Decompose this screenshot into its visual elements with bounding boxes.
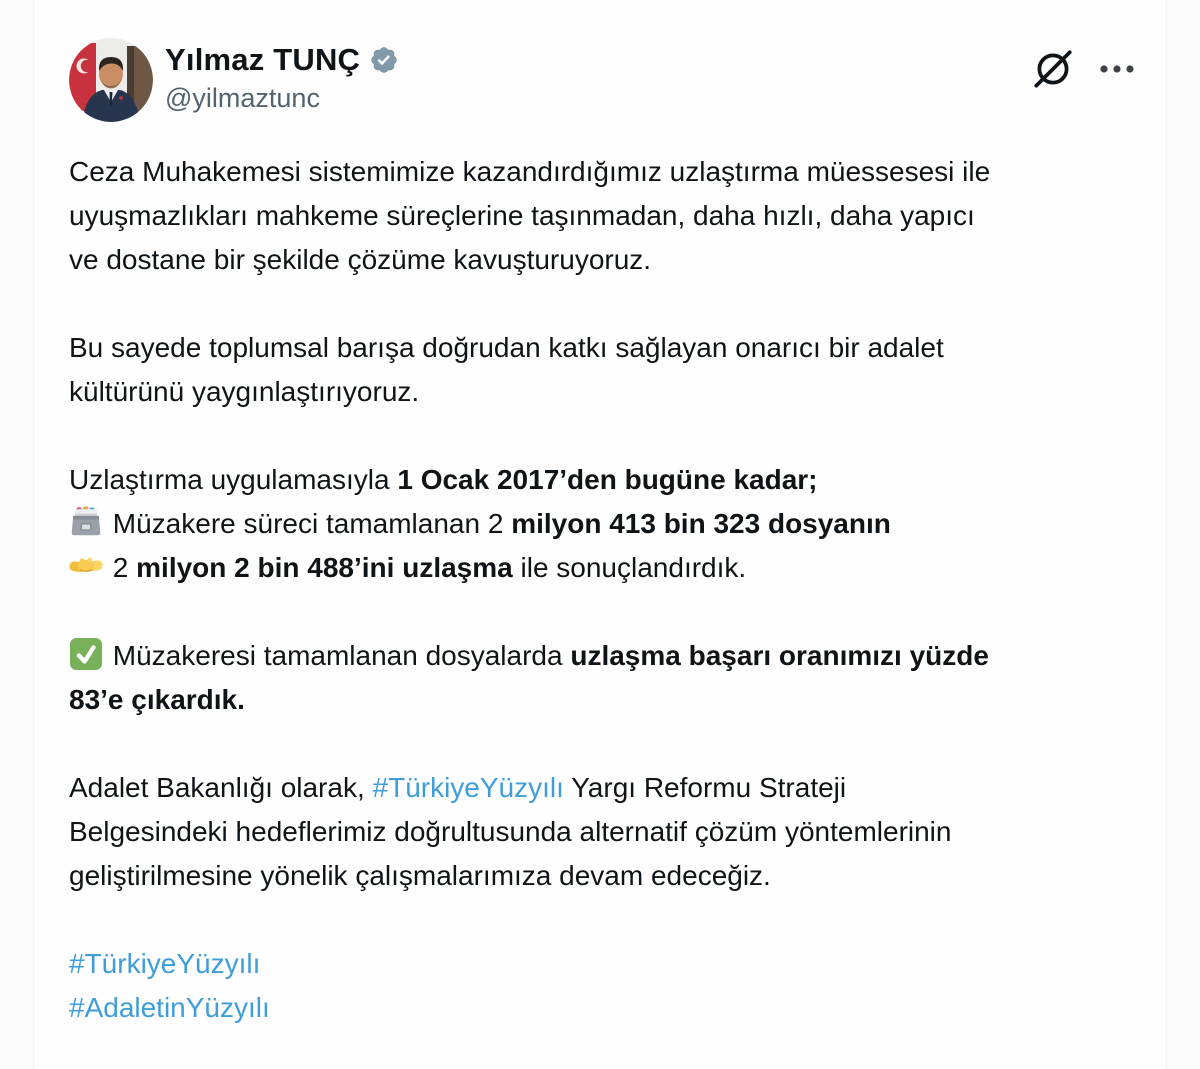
tweet-paragraph	[69, 326, 1138, 414]
ellipsis-icon	[1096, 61, 1138, 77]
card-file-box-emoji	[69, 505, 103, 539]
tweet-line	[69, 238, 1138, 282]
tweet-line	[69, 194, 1138, 238]
tweet-paragraph	[69, 458, 1138, 590]
tweet-text-run: Müzakere süreci tamamlanan 2	[112, 508, 512, 539]
tweet-line	[69, 986, 1138, 1030]
handshake-emoji	[69, 549, 103, 583]
tweet-line	[69, 458, 1138, 502]
tweet-paragraph	[69, 942, 1138, 1030]
tweet-text-run: Ceza Muhakemesi sistemimize kazandırdığımız uzlaştırma müessesesi ile	[69, 156, 991, 187]
tweet-text	[69, 150, 1138, 1030]
tweet-text-run: Yargı Reformu Strateji	[563, 772, 847, 803]
tweet-line	[69, 634, 1138, 678]
tweet-text-run: Bu sayede toplumsal barışa doğrudan katkı sağlayan onarıcı bir adalet	[69, 332, 944, 363]
tweet-text-run: 83’e çıkardık.	[69, 684, 245, 715]
tweet-text-run: milyon 413 bin 323 dosyanın	[511, 508, 891, 539]
tweet-line	[69, 326, 1138, 370]
tweet-paragraph	[69, 634, 1138, 722]
hashtag-link[interactable]: #TürkiyeYüzyılı	[69, 948, 261, 979]
check-mark-emoji	[69, 637, 103, 671]
verified-badge-icon	[369, 45, 399, 75]
tweet-paragraph	[69, 766, 1138, 898]
tweet-line	[69, 854, 1138, 898]
tweet-text-run: Belgesindeki hedeflerimiz doğrultusunda alternatif çözüm yöntemlerinin	[69, 816, 952, 847]
tweet-line	[69, 502, 1138, 546]
hashtag-link[interactable]: #TürkiyeYüzyılı	[372, 772, 564, 803]
tweet-text-run: Müzakeresi tamamlanan dosyalarda	[112, 640, 571, 671]
tweet-line	[69, 766, 1138, 810]
more-menu-button[interactable]	[1096, 61, 1138, 77]
tweet-text-run: milyon 2 bin 488’ini uzlaşma	[136, 552, 513, 583]
tweet-line	[69, 678, 1138, 722]
tweet-header	[69, 38, 1138, 122]
header-actions	[1030, 38, 1138, 92]
tweet-text-run: uzlaşma başarı oranımızı yüzde	[570, 640, 989, 671]
tweet-text-run: ve dostane bir şekilde çözüme kavuşturuyoruz.	[69, 244, 652, 275]
hashtag-link[interactable]: #AdaletinYüzyılı	[69, 992, 270, 1023]
tweet-text-run: geliştirilmesine yönelik çalışmalarımıza devam edeceğiz.	[69, 860, 771, 891]
tweet-text-run: Adalet Bakanlığı olarak,	[69, 772, 373, 803]
avatar[interactable]	[69, 38, 153, 122]
tweet-text-run: Uzlaştırma uygulamasıyla	[69, 464, 398, 495]
tweet-card	[33, 0, 1167, 1069]
user-handle[interactable]: @yilmaztunc	[165, 83, 320, 113]
tweet-text-run: 2	[112, 552, 137, 583]
tweet-text-run: 1 Ocak 2017’den bugüne kadar;	[397, 464, 818, 495]
tweet-line	[69, 546, 1138, 590]
tweet-text-run: ile sonuçlandırdık.	[512, 552, 747, 583]
grok-icon	[1030, 46, 1076, 92]
tweet-line	[69, 370, 1138, 414]
grok-actions-button[interactable]	[1030, 46, 1076, 92]
display-name[interactable]: Yılmaz TUNÇ	[165, 42, 361, 77]
user-identity	[165, 38, 399, 115]
tweet-paragraph	[69, 150, 1138, 282]
tweet-line	[69, 810, 1138, 854]
tweet-text-run: uyuşmazlıkları mahkeme süreçlerine taşınmadan, daha hızlı, daha yapıcı	[69, 200, 975, 231]
tweet-text-run: kültürünü yaygınlaştırıyoruz.	[69, 376, 420, 407]
tweet-line	[69, 150, 1138, 194]
tweet-line	[69, 942, 1138, 986]
